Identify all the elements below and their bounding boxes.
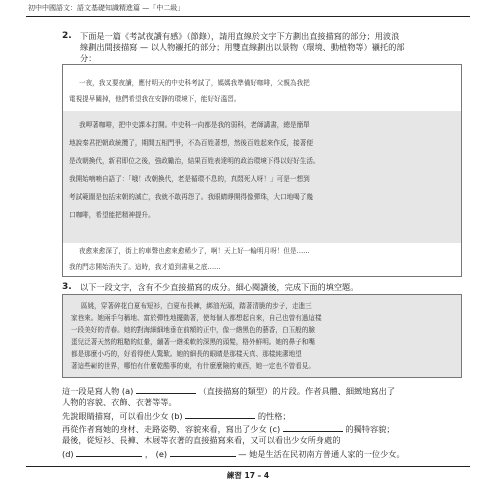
passage-q3-line: 區姚，穿著碎花白夏布短衫，白夏布長褲，綁油光頭，踏著清脆的步子，走進三 [81,302,312,310]
fill-line-3 [62,410,472,422]
passage-1-line[interactable]: 一夜，我又要夜讀，應付明天的中史科考試了，媽媽我準備好咖啡，父親為我把 [79,79,310,87]
passage-2-line[interactable]: 地說秦君把朝政統攬了，期間五相門爭，不為百姓著想，然後百姓起來作反，接著便 [69,139,313,147]
question-number-3: 3. [62,282,72,292]
question-2-line-3: 分： [80,53,97,63]
passage-q3-line: 都是那麼小巧的，好看得使人驚歎。她的細長的眼睛是那樣天真、那樣純潔地望 [71,350,302,358]
footer-rule [26,466,470,467]
question-3-line-1: 以下一段文字，含有不少直接描寫的成分。細心閱讀後，完成下面的填空題。 [80,282,359,292]
page-header: 初中中國語文：語文基礎知識精進篇 —「中二級」 [28,4,185,12]
passage-3-line[interactable]: 我的門志開始消失了。這時，我才道到書巢之底…… [69,263,221,271]
fill-line-5: 最後，從短衫、長褲、木屐等衣著的直接描寫來看，又可以看出少女所身處的 [62,435,341,445]
passage-2-line[interactable]: 口咖啡，希望能把精神提升。 [69,211,155,219]
fill-text: 的性格； [257,411,291,421]
fill-line-1 [62,385,472,397]
passage-2-line[interactable]: 我開始喃喃自語了：「哦！改朝換代，老是循環不息的，真悶死人呀！」可是一想到 [69,175,310,183]
fill-text: 的獨特容貌； [345,424,395,434]
fill-text: (d) [62,449,74,459]
fill-text: 再從作者寫她的身材、走路姿勢、容貌來看，寫出了少女 (c) [62,424,281,434]
fill-line-4 [62,423,472,435]
fill-text: 這一段是寫人物 (a) [62,386,134,396]
fill-text: （直接描寫的類型）的片段。作者具體、細緻地寫出了 [198,386,396,396]
fill-text: (e) [155,449,168,459]
answer-blank-b[interactable] [185,410,255,419]
fill-line-6 [62,448,472,460]
passage-2-line[interactable]: 考試範圍是包括宋朝的滅亡，我就不敢再怨了。我眼睛睜開得像彈珠，大口地喝了幾 [69,193,313,201]
fill-text: ， [144,449,154,459]
passage-2-line[interactable]: 是改朝換代，新君即位之後，強政勵治，結果百姓表達明的政治環境下得以好好生活。 [69,157,320,165]
header-rule [26,16,470,17]
question-2-line-1: 下面是一篇《考試夜讀有感》（節錄），請用直線於文字下方劃出直接描寫的部分；用波浪 [80,31,400,41]
answer-blank-c[interactable] [283,423,343,432]
fill-text: — 她是生活在民初南方普通人家的一位少女。 [238,449,405,459]
passage-q3-line: 蛋兒泛著天然的粗糙的紅暈，繃著一綹柔軟的深黑的頭髮，格外鮮明。她的鼻子和嘴 [71,338,315,346]
passage-3-line[interactable]: 夜愈來愈深了，街上的車聲也愈來愈稀少了，啊！天上好一輪明月呀！但是…… [79,247,310,255]
passage-q3-line: 家巷來。她兩手勻稱地、富於彈性地擺動著，使每個人都想起自來，自己也曾有過這樣 [71,314,322,322]
passage-1-line[interactable]: 電視提早關掉，他們希望我在安靜的環境下，能好好溫習。 [69,95,241,103]
answer-blank-e[interactable] [170,448,236,457]
question-2-line-2: 線劃出間接描寫 — 以人物襯托的部分；用雙直線劃出以景物（環境、動植物等）襯托的部 [80,42,405,52]
fill-text: 先說眼睛描寫，可以看出少女 (b) [62,411,183,421]
passage-box-2 [62,294,462,378]
passage-q3-line: 一段美好的青春。她的對海細細地垂在前額的正中，像一綹黑色的藝香，白玉般的臉 [71,326,315,334]
passage-box-1 [62,64,462,277]
passage-q3-line: 著這些嶄的世界，哪怕有什麼乾酷事的東，有什麼麼險的東西，她一定也不曾看見。 [71,362,315,370]
question-number-2: 2. [62,31,72,41]
passage-2-line[interactable]: 我呷著咖啡，把中史課本打開。中史科一向都是我的弱科，老師講書，總是簡單 [79,121,310,129]
page-number: 練習 17 – 4 [226,471,270,480]
answer-blank-d[interactable] [76,448,142,457]
answer-blank-a[interactable] [136,385,196,394]
fill-line-2: 人物的容貌、衣飾、衣著等等。 [62,397,177,407]
